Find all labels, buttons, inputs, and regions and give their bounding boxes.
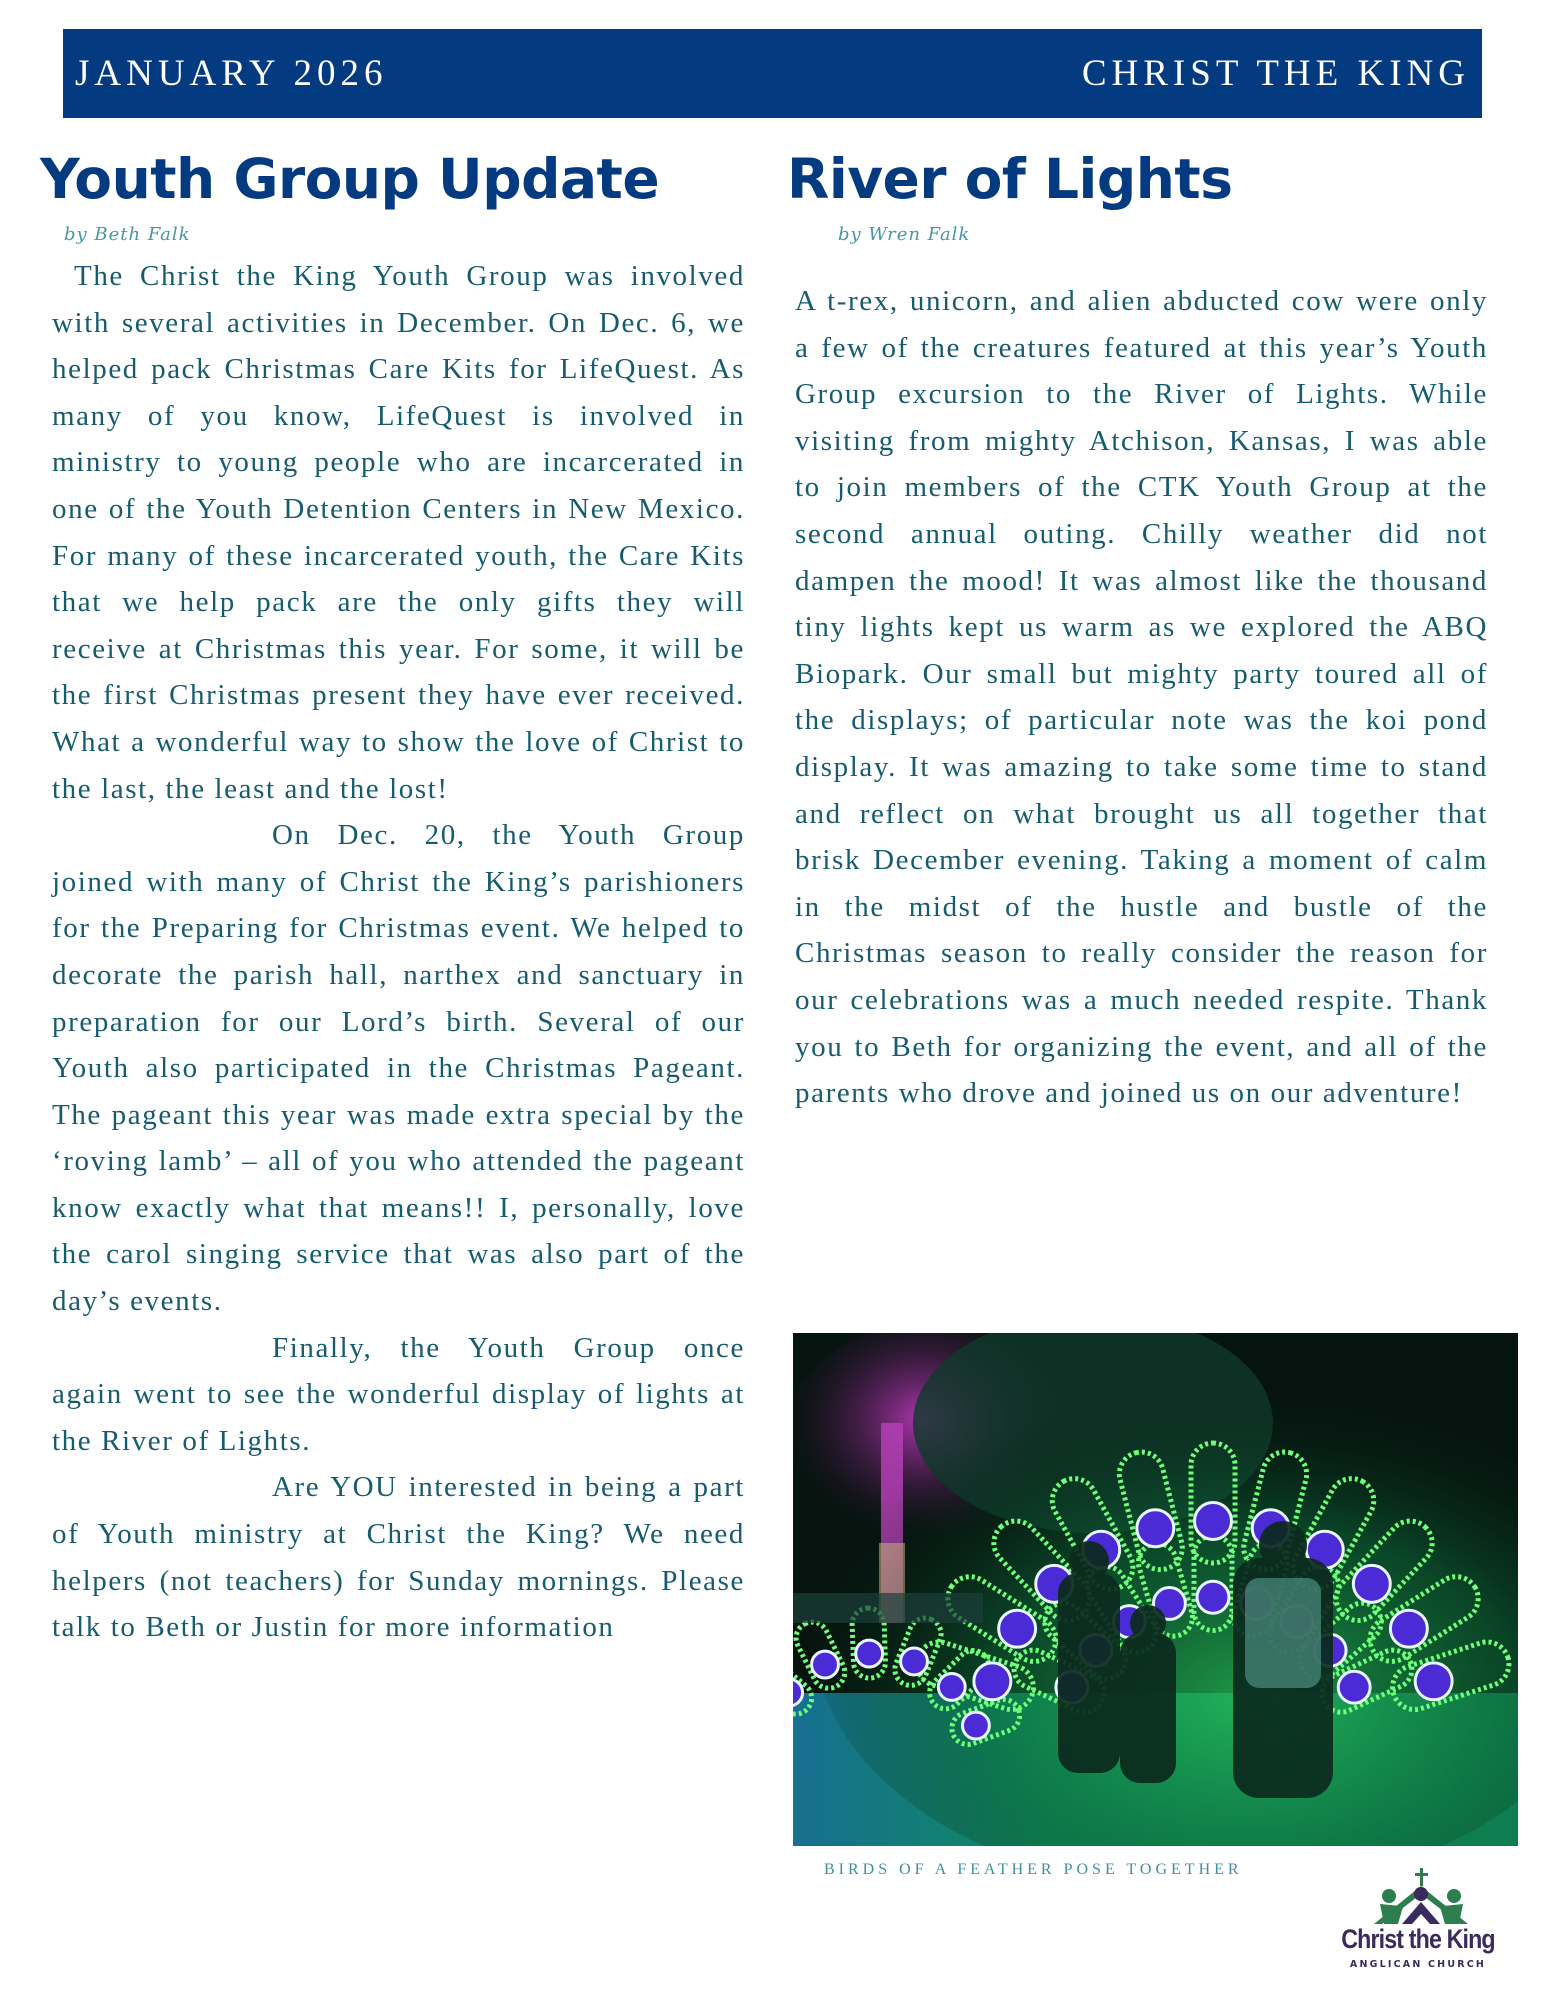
article-title-river-of-lights: River of Lights <box>787 147 1233 211</box>
paragraph: A t-rex, unicorn, and alien abducted cow were only a few of the creatures featured at this year’s Youth Group excursion to the River of Lights. While visiting from mighty Atchison, Kansas, I was able to join members of the CTK Youth Group at the second annual outing. Chilly weather did not dampen the mood! It was almost like the thousand tiny lights kept us warm as we explored the ABQ Biopark. Our small but mighty party toured all of the displays; of particular note was the koi pond display. It was amazing to take some time to stand and reflect on what brought us all together that brisk December evening. Taking a moment of calm in the midst of the hustle and bustle of the Christmas season to really consider the reason for our celebrations was a much needed respite. Thank you to Beth for organizing the event, and all of the parents who drove and joined us on our adventure! <box>795 285 1488 1110</box>
article-body-river-of-lights <box>795 278 1488 1117</box>
paragraph: Are YOU interested in being a part of Youth ministry at Christ the King? We need helpers (not teachers) for Sunday mornings. Please talk to Beth or Justin for more information <box>52 1471 745 1644</box>
paragraph: The Christ the King Youth Group was involved with several activities in December. On Dec. 6, we helped pack Christmas Care Kits for LifeQuest. As many of you know, LifeQuest is involved in ministry to young people who are incarcerated in one of the Youth Detention Centers in New Mexico. For many of these incarcerated youth, the Care Kits that we help pack are the only gifts they will receive at Christmas this year. For some, it will be the first Christmas present they have ever received. What a wonderful way to show the love of Christ to the last, the least and the lost! <box>52 260 745 805</box>
logo-subtitle: ANGLICAN CHURCH <box>1349 1959 1487 1970</box>
feather-eye <box>901 1648 928 1675</box>
church-logo <box>1322 1866 1514 1990</box>
feather-eye <box>856 1640 883 1667</box>
church-logo-icon <box>1322 1866 1514 1928</box>
article-byline-youth-group: by Beth Falk <box>64 224 191 245</box>
article-byline-river-of-lights: by Wren Falk <box>838 224 971 245</box>
article-title-youth-group: Youth Group Update <box>40 147 660 211</box>
feather-eye <box>1197 1581 1229 1613</box>
article-photo <box>793 1333 1518 1846</box>
feather-eye <box>1338 1671 1370 1703</box>
paragraph: Finally, the Youth Group once again went to see the wonderful display of lights at the River of Lights. <box>52 1331 745 1457</box>
peacock-lights-photo <box>793 1333 1518 1846</box>
feather-eye <box>938 1673 965 1700</box>
feather-eye <box>962 1712 989 1739</box>
feather-eye <box>1353 1565 1390 1602</box>
logo-name: Christ the King <box>1341 1924 1495 1954</box>
header-banner <box>63 29 1482 118</box>
paragraph: On Dec. 20, the Youth Group joined with many of Christ the King’s parishioners for the Preparing for Christmas event. We helped to decorate the parish hall, narthex and sanctuary in preparation for our Lord’s birth. Several of our Youth also participated in the Christmas Pageant. The pageant this year was made extra special by the ‘roving lamb’ – all of you who attended the pageant know exactly what that means!! I, personally, love the carol singing service that was also part of the day’s events. <box>52 819 745 1318</box>
feather-eye <box>1195 1503 1232 1540</box>
article-body-youth-group <box>52 253 745 1651</box>
publication-name: CHRIST THE KING <box>1081 53 1470 94</box>
feather-eye <box>1390 1610 1427 1647</box>
issue-date: JANUARY 2026 <box>75 53 388 94</box>
feather-eye <box>974 1663 1011 1700</box>
feather-eye <box>812 1651 839 1678</box>
feather-eye <box>1415 1663 1452 1700</box>
photo-caption: BIRDS OF A FEATHER POSE TOGETHER <box>824 1861 1243 1878</box>
feather-eye <box>999 1610 1036 1647</box>
feather-eye <box>1137 1510 1174 1547</box>
